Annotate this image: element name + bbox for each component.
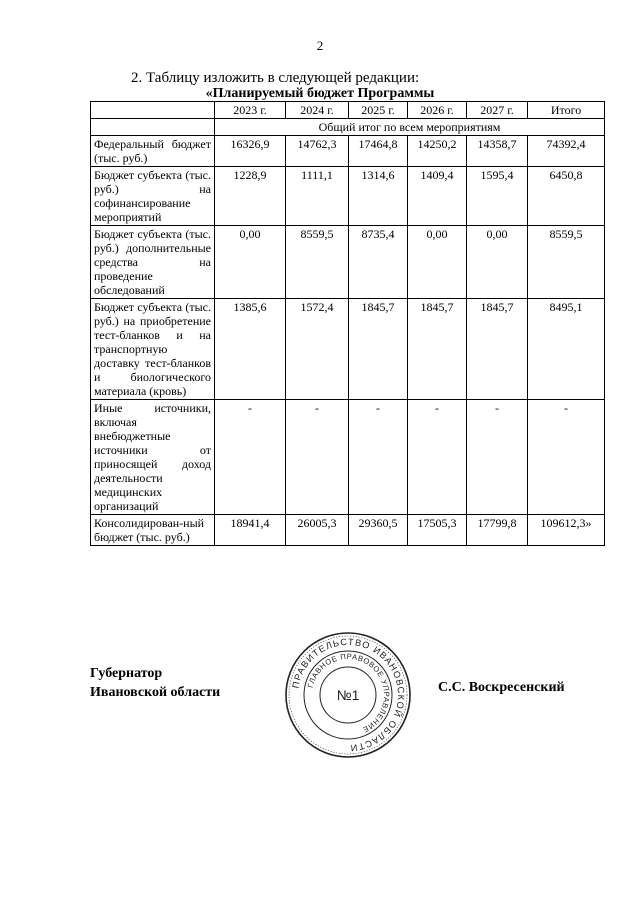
cell-value: 0,00	[467, 226, 528, 299]
row-label: Бюджет субъекта (тыс. руб.) дополнительные средства на проведение обследований	[91, 226, 215, 299]
cell-value: 17505,3	[408, 515, 467, 546]
signature-name: С.С. Воскресенский	[438, 680, 565, 695]
header-empty-cell	[91, 102, 215, 119]
table-row	[91, 226, 605, 299]
cell-total: 8495,1	[528, 299, 605, 400]
cell-value: 18941,4	[215, 515, 286, 546]
section-empty-cell	[91, 119, 215, 136]
cell-value: 17464,8	[349, 136, 408, 167]
budget-table	[90, 101, 605, 546]
cell-value: 1595,4	[467, 167, 528, 226]
intro-text: 2. Таблицу изложить в следующей редакции:	[131, 70, 420, 86]
cell-value: -	[467, 400, 528, 515]
cell-value: -	[215, 400, 286, 515]
cell-total: -	[528, 400, 605, 515]
cell-value: 1228,9	[215, 167, 286, 226]
table-row	[91, 299, 605, 400]
cell-value: 1845,7	[349, 299, 408, 400]
cell-value: 14358,7	[467, 136, 528, 167]
table-header-row	[91, 102, 605, 119]
header-year-2023: 2023 г.	[215, 102, 286, 119]
cell-value: 1572,4	[286, 299, 349, 400]
cell-value: -	[408, 400, 467, 515]
table-row	[91, 167, 605, 226]
cell-value: 1845,7	[467, 299, 528, 400]
official-stamp	[283, 630, 413, 760]
header-year-2026: 2026 г.	[408, 102, 467, 119]
cell-value: 14762,3	[286, 136, 349, 167]
cell-value: 16326,9	[215, 136, 286, 167]
signature-position-line1: Губернатор	[90, 666, 163, 681]
table-row	[91, 400, 605, 515]
cell-value: 1409,4	[408, 167, 467, 226]
row-label: Бюджет субъекта (тыс. руб.) на приобретение тест-бланков и на транспортную доставку тест-бланков и биологического материала (кровь)	[91, 299, 215, 400]
cell-total: 6450,8	[528, 167, 605, 226]
stamp-inner-text: ГЛАВНОЕ ПРАВОВОЕ УПРАВЛЕНИЕ	[305, 651, 392, 735]
cell-value: 1845,7	[408, 299, 467, 400]
cell-value: 1314,6	[349, 167, 408, 226]
section-title: Общий итог по всем мероприятиям	[215, 119, 605, 136]
signature-position	[90, 664, 220, 702]
stamp-ring-text: ПРАВИТЕЛЬСТВО ИВАНОВСКОЙ ОБЛАСТИ	[290, 636, 407, 754]
cell-value: 0,00	[408, 226, 467, 299]
header-year-2027: 2027 г.	[467, 102, 528, 119]
cell-total: 74392,4	[528, 136, 605, 167]
cell-value: 1111,1	[286, 167, 349, 226]
table-row	[91, 515, 605, 546]
row-label: Федеральный бюджет (тыс. руб.)	[91, 136, 215, 167]
cell-value: -	[349, 400, 408, 515]
row-label: Бюджет субъекта (тыс. руб.) на софинансирование мероприятий	[91, 167, 215, 226]
header-year-2024: 2024 г.	[286, 102, 349, 119]
page-number: 2	[316, 38, 324, 53]
cell-value: 8559,5	[286, 226, 349, 299]
cell-value: -	[286, 400, 349, 515]
cell-value: 17799,8	[467, 515, 528, 546]
signature-position-line2: Ивановской области	[90, 685, 221, 700]
table-row	[91, 136, 605, 167]
cell-value: 0,00	[215, 226, 286, 299]
cell-value: 26005,3	[286, 515, 349, 546]
stamp-number: №1	[336, 687, 360, 703]
section-row	[91, 119, 605, 136]
header-year-2025: 2025 г.	[349, 102, 408, 119]
cell-total: 8559,5	[528, 226, 605, 299]
cell-value: 8735,4	[349, 226, 408, 299]
row-label: Иные источники, включая внебюджетные источники от приносящей доход деятельности медицинских организаций	[91, 400, 215, 515]
cell-value: 29360,5	[349, 515, 408, 546]
table-title: «Планируемый бюджет Программы	[205, 86, 435, 101]
cell-value: 14250,2	[408, 136, 467, 167]
cell-value: 1385,6	[215, 299, 286, 400]
row-label: Консолидирован-ный бюджет (тыс. руб.)	[91, 515, 215, 546]
cell-total: 109612,3»	[528, 515, 605, 546]
header-total: Итого	[528, 102, 605, 119]
